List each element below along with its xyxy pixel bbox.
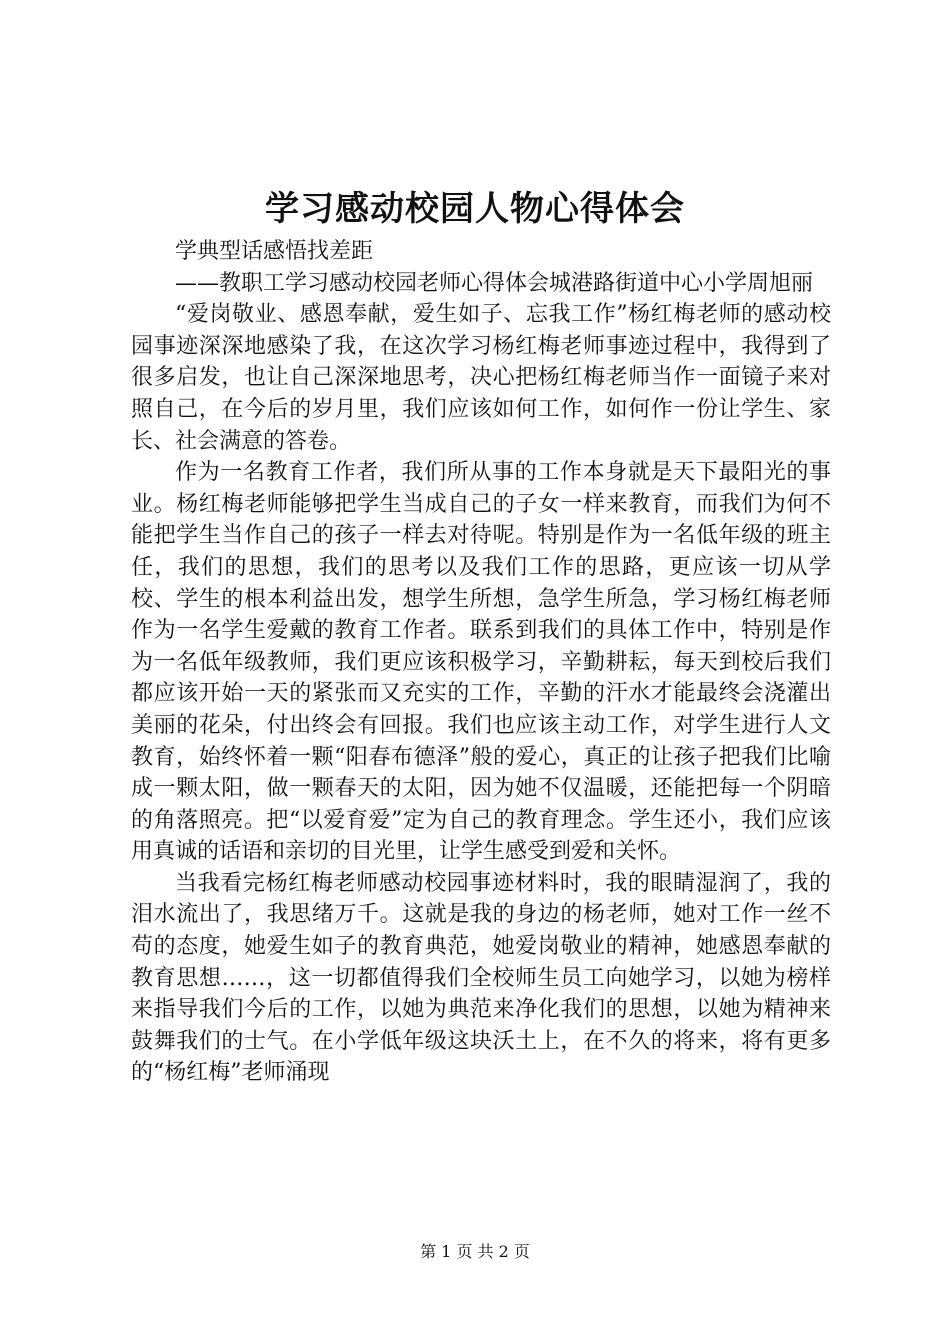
subtitle-line: 学典型话感悟找差距 <box>175 239 374 264</box>
author-line: ——教职工学习感动校园老师心得体会城港路街道中心小学周旭丽 <box>175 270 814 296</box>
body-paragraph: “爱岗敬业、感恩奉献，爱生如子、忘我工作”杨红梅老师的感动校园事迹深深地感染了我，在这次学习杨红梅老师事迹过程中，我得到了很多启发，也让自己深深地思考，决心把杨红梅老师当作一面镜子来对照自己，在今后的岁月里，我们应该如何工作，如何作一份让学生、家长、社会满意的答卷。 <box>131 302 831 454</box>
body-paragraph: 当我看完杨红梅老师感动校园事迹材料时，我的眼睛湿润了，我的泪水流出了，我思绪万千。这就是我的身边的杨老师，她对工作一丝不苟的态度，她爱生如子的教育典范，她爱岗敬业的精神，她感恩奉献的教育思想……，这一切都值得我们全校师生员工向她学习，以她为榜样来指导我们今后的工作，以她为典范来净化我们的思想，以她为精神来鼓舞我们的士气。在小学低年级这块沃土上，在不久的将来，将有更多的“杨红梅”老师涌现 <box>131 870 831 1086</box>
document-title: 学习感动校园人物心得体会 <box>265 189 685 229</box>
page-footer: 第 1 页 共 2 页 <box>420 1242 530 1261</box>
body-paragraph: 作为一名教育工作者，我们所从事的工作本身就是天下最阳光的事业。杨红梅老师能够把学生当成自己的子女一样来教育，而我们为何不能把学生当作自己的孩子一样去对待呢。特别是作为一名低年级的班主任，我们的思想，我们的思考以及我们工作的思路，更应该一切从学校、学生的根本利益出发，想学生所想，急学生所急，学习杨红梅老师作为一名学生爱戴的教育工作者。联系到我们的具体工作中，特别是作为一名低年级教师，我们更应该积极学习，辛勤耕耘，每天到校后我们都应该开始一天的紧张而又充实的工作，辛勤的汗水才能最终会浇灌出美丽的花朵，付出终会有回报。我们也应该主动工作，对学生进行人文教育，始终怀着一颗“阳春布德泽”般的爱心，真正的让孩子把我们比喻成一颗太阳，做一颗春天的太阳，因为她不仅温暖，还能把每一个阴暗的角落照亮。把“以爱育爱”定为自己的教育理念。学生还小，我们应该用真诚的话语和亲切的目光里，让学生感受到爱和关怀。 <box>131 460 831 865</box>
document-body <box>131 236 831 1089</box>
